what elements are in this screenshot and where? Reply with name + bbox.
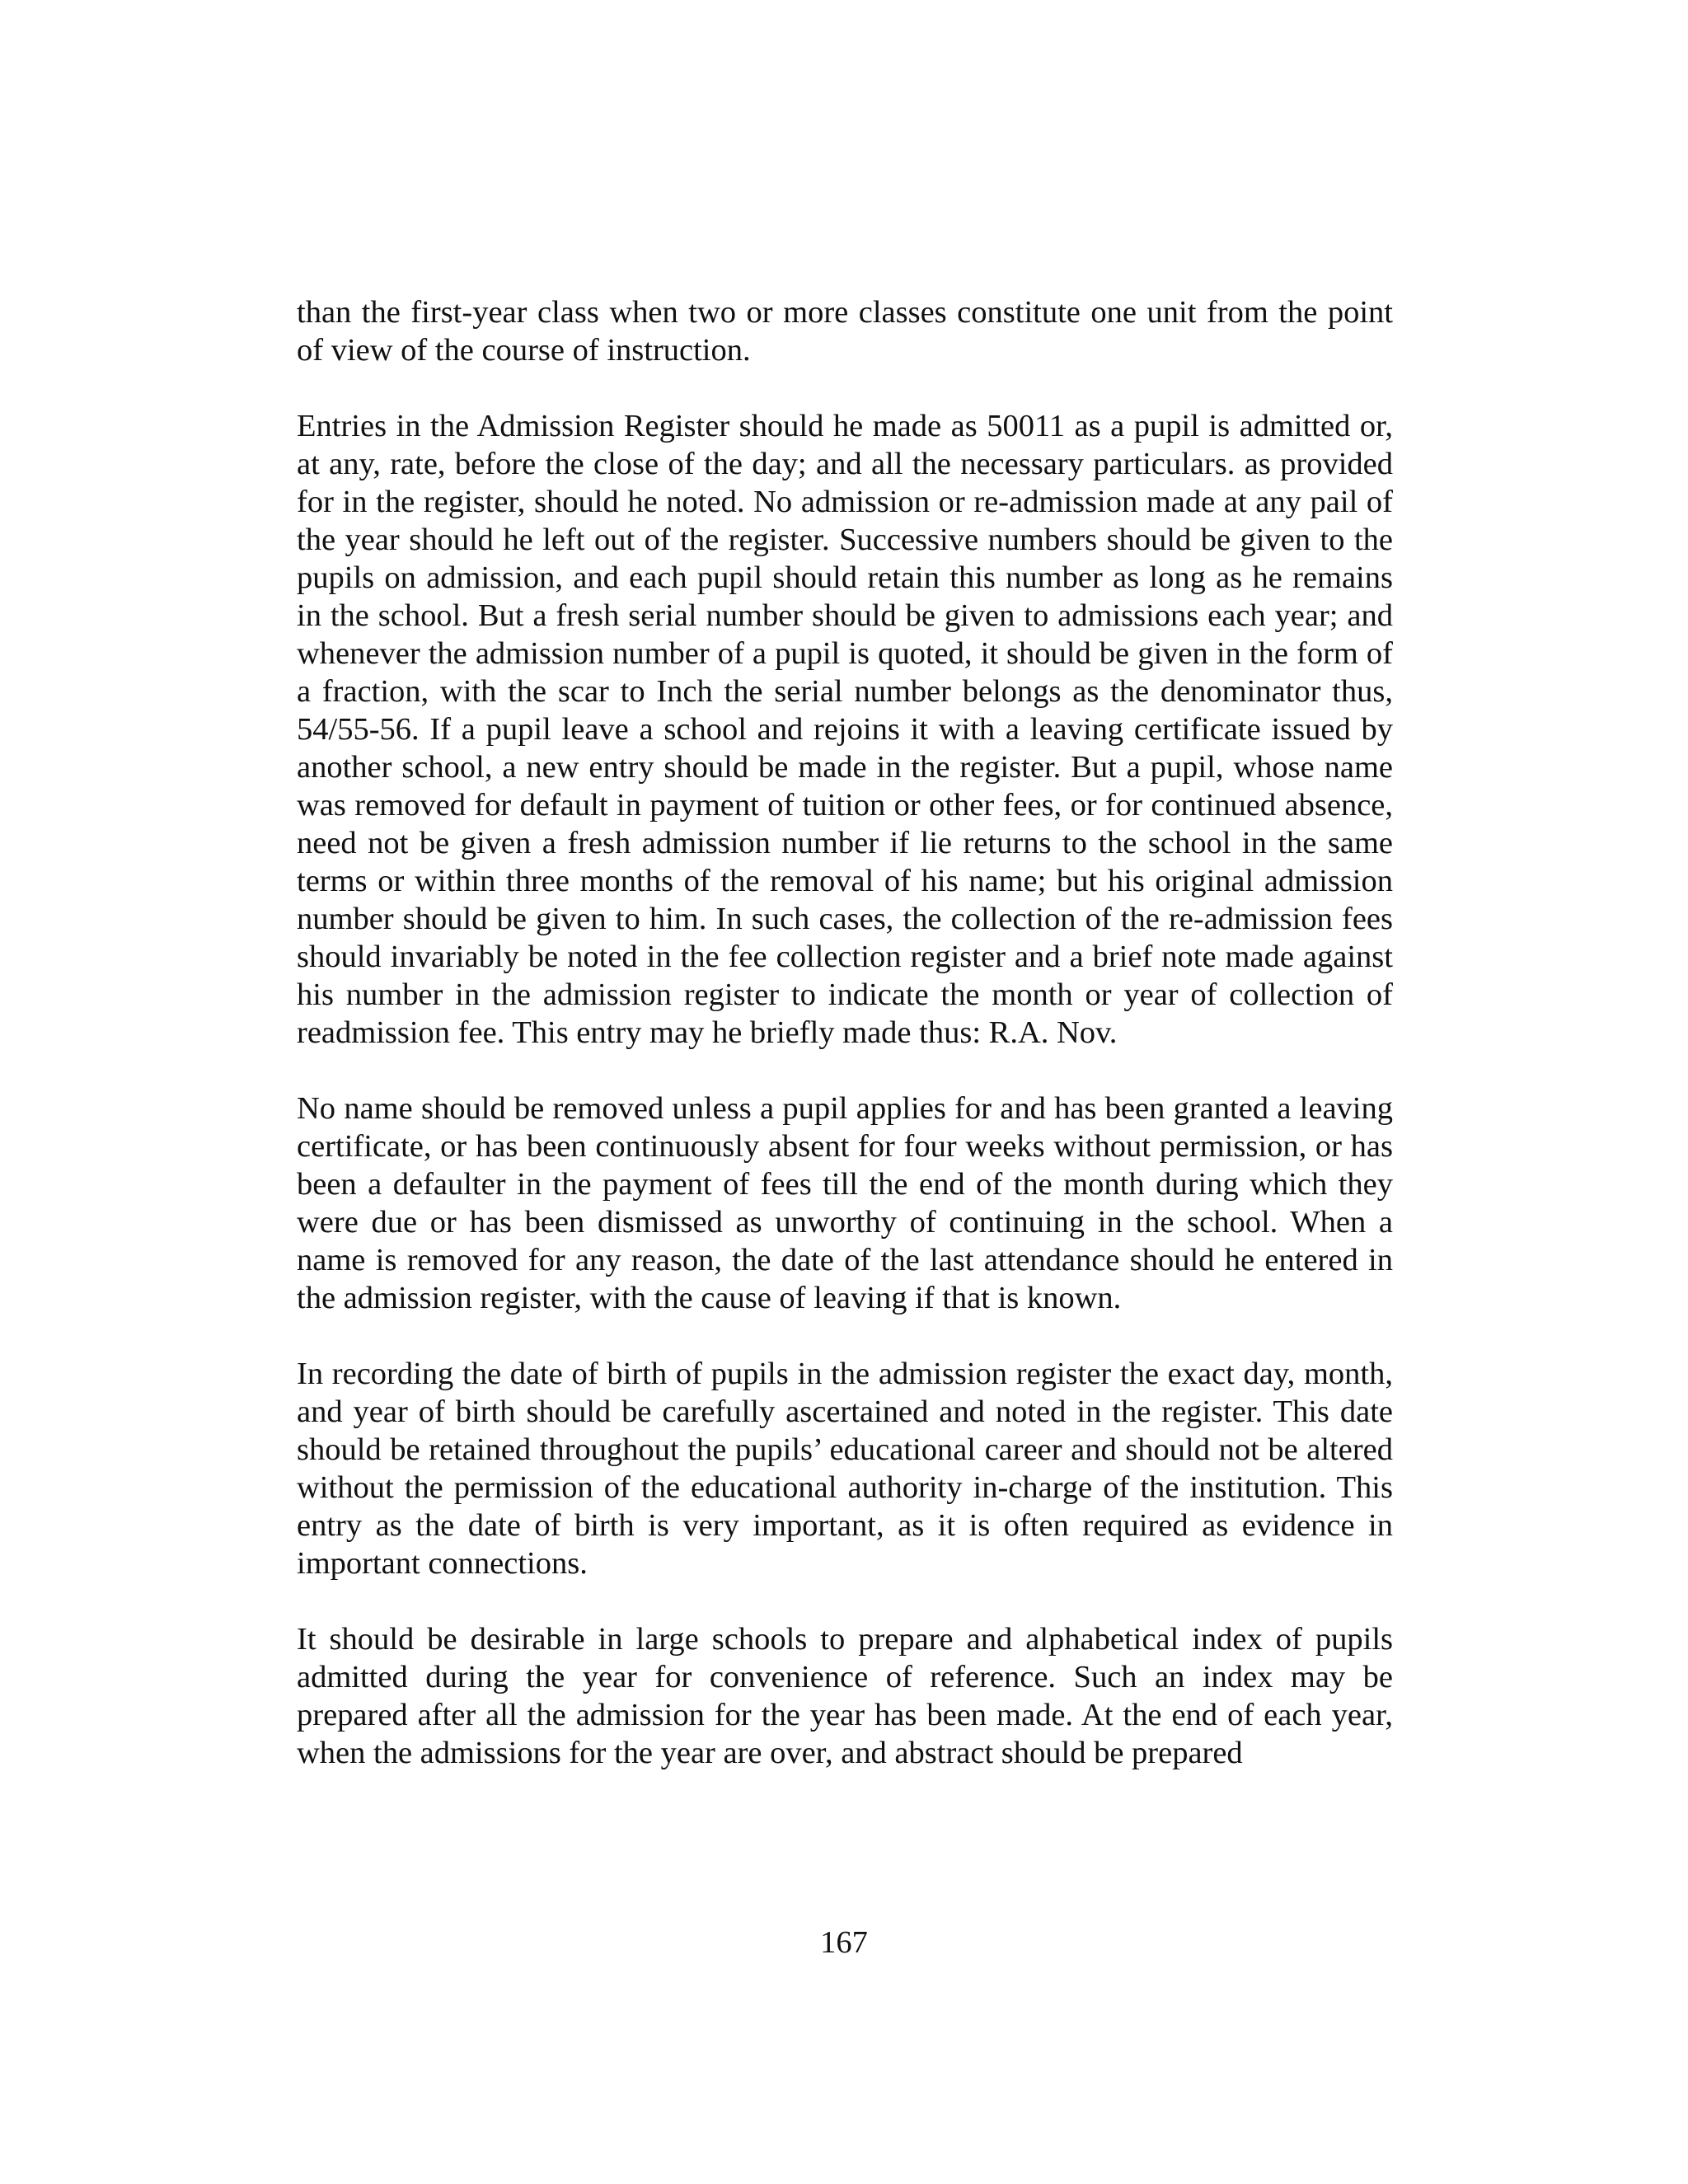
paragraph-1: than the first-year class when two or more classes constitute one unit from the point of view of the course of instruction. xyxy=(297,295,1393,368)
paragraph-4: In recording the date of birth of pupils in the admission register the exact day, month, and year of birth should be carefully ascertained and noted in the register. This date should be retained throughout the pupils’ educational career and should not be altered without the permission of the educational authority in-charge of the institution. This entry as the date of birth is very important, as it is often required as evidence in important connections. xyxy=(297,1357,1393,1581)
paragraph-5: It should be desirable in large schools to prepare and alphabetical index of pupils admitted during the year for convenience of reference. Such an index may be prepared after all the admission for the year has been made. At the end of each year, when the admissions for the year are over, and abstract should be prepared xyxy=(297,1622,1393,1770)
paragraph-3: No name should be removed unless a pupil applies for and has been granted a leaving certificate, or has been continuously absent for four weeks without permission, or has been a defaulter in the payment of fees till the end of the month during which they were due or has been dismissed as unworthy of continuing in the school. When a name is removed for any reason, the date of the last attendance should he entered in the admission register, with the cause of leaving if that is known. xyxy=(297,1091,1393,1315)
body-text xyxy=(297,293,1393,1810)
paragraph-2: Entries in the Admission Register should he made as 50011 as a pupil is admitted or, at any, rate, before the close of the day; and all the necessary particulars. as provided for in the register, should he noted. No admission or re-admission made at any pail of the year should he left out of the register. Successive numbers should be given to the pupils on admission, and each pupil should retain this number as long as he remains in the school. But a fresh serial number should be given to admissions each year; and whenever the admission number of a pupil is quoted, it should be given in the form of a fraction, with the scar to Inch the serial number belongs as the denominator thus, 54/55-56. If a pupil leave a school and rejoins it with a leaving certificate issued by another school, a new entry should be made in the register. But a pupil, whose name was removed for default in payment of tuition or other fees, or for continued absence, need not be given a fresh admission number if lie returns to the school in the same terms or within three months of the removal of his name; but his original admission number should be given to him. In such cases, the collection of the re-admission fees should invariably be noted in the fee collection register and a brief note made against his number in the admission register to indicate the month or year of collection of readmission fee. This entry may he briefly made thus: R.A. Nov. xyxy=(297,409,1393,1050)
page-number: 167 xyxy=(820,1925,868,1960)
